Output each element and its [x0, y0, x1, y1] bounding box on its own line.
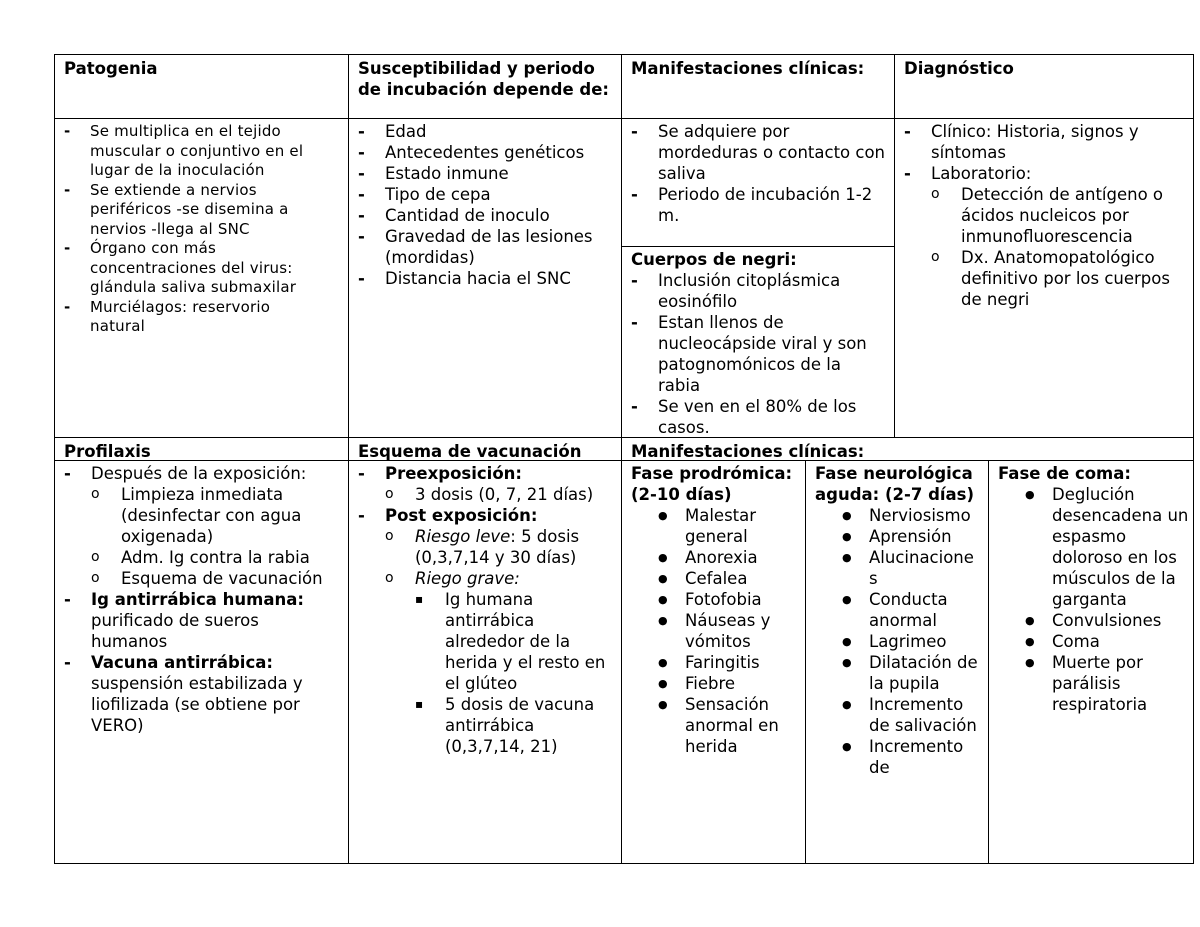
- list-item: - Estado inmune: [358, 163, 612, 184]
- list-item: o Esquema de vacunación: [91, 568, 334, 589]
- fase-coma-cell: [989, 461, 1193, 715]
- header-manifestaciones: Manifestaciones clínicas:: [631, 59, 865, 78]
- patogenia-cell: [55, 120, 348, 337]
- list-item: - Tipo de cepa: [358, 184, 612, 205]
- profilaxis-cell: [55, 461, 348, 736]
- list-item: ● Incremento de salivación: [842, 694, 980, 736]
- list-item: - Se adquiere por mordeduras o contacto con saliva: [631, 121, 885, 184]
- negri-cell: [622, 247, 894, 438]
- susceptibilidad-list: [358, 121, 612, 289]
- list-item: ● Náuseas y vómitos: [658, 610, 799, 652]
- list-item: ● Convulsiones: [1025, 610, 1189, 631]
- patogenia-list: [64, 122, 330, 337]
- profilaxis-list: [64, 463, 334, 736]
- table-border-right: [1193, 54, 1194, 864]
- list-item: - Clínico: Historia, signos y síntomas: [904, 121, 1189, 163]
- fase-neurologica-list: [815, 505, 980, 778]
- header-esquema: Esquema de vacunación: [358, 442, 582, 461]
- list-item: ● Fotofobia: [658, 589, 799, 610]
- list-item: ● Incremento de: [842, 736, 980, 778]
- laboratorio-sublist: [931, 184, 1189, 310]
- esquema-cell: [349, 461, 621, 757]
- header-profilaxis: Profilaxis: [64, 442, 151, 461]
- laboratorio-label: Laboratorio:: [931, 164, 1032, 183]
- leve-label: Riesgo leve: [415, 527, 511, 546]
- fase-neurologica-title: Fase neurológica aguda: (2-7 días): [815, 464, 975, 504]
- list-item: - Edad: [358, 121, 612, 142]
- list-item: ● Aprensión: [842, 526, 980, 547]
- post-sublist: [385, 526, 612, 757]
- list-item: o Adm. Ig contra la rabia: [91, 547, 334, 568]
- header-patogenia: Patogenia: [64, 59, 158, 78]
- list-item: - Estan llenos de nucleocápside viral y son patognomónicos de la rabia: [631, 312, 885, 396]
- list-item: o Dx. Anatomopatológico definitivo por los cuerpos de negri: [931, 247, 1189, 310]
- pre-sublist: [385, 484, 612, 505]
- header-diagnostico: Diagnóstico: [904, 59, 1014, 78]
- list-item: - Murciélagos: reservorio natural: [64, 298, 330, 337]
- list-item: ● Faringitis: [658, 652, 799, 673]
- vacuna-text: suspensión estabilizada y liofilizada (se obtiene por VERO): [91, 674, 303, 735]
- grave-sublist: [415, 589, 612, 757]
- list-item: o Detección de antígeno o ácidos nucleicos por inmunofluorescencia: [931, 184, 1189, 247]
- negri-list: [631, 270, 885, 438]
- list-item: [64, 463, 334, 589]
- list-item: - Gravedad de las lesiones (mordidas): [358, 226, 612, 268]
- list-item: - Órgano con más concentraciones del virus: glándula saliva submaxilar: [64, 239, 330, 298]
- list-item: ● Malestar general: [658, 505, 799, 547]
- post-title: Post exposición:: [385, 506, 538, 525]
- diagnostico-cell: [895, 119, 1193, 310]
- leve-text: : 5 dosis (0,3,7,14 y 30 días): [415, 527, 580, 567]
- esquema-list: [358, 463, 612, 757]
- list-item: - Periodo de incubación 1-2 m.: [631, 184, 885, 226]
- list-item: ● Sensación anormal en herida: [658, 694, 799, 757]
- pre-title: Preexposición:: [385, 464, 522, 483]
- fase-prodromica-title: Fase prodrómica: (2-10 días): [631, 464, 793, 504]
- list-item: o 3 dosis (0, 7, 21 días): [385, 484, 612, 505]
- list-item: ● Nerviosismo: [842, 505, 980, 526]
- despues-label: Después de la exposición:: [91, 464, 307, 483]
- list-item: - Cantidad de inoculo: [358, 205, 612, 226]
- ig-title: Ig antirrábica humana:: [91, 590, 304, 609]
- grave-label: Riego grave:: [415, 569, 520, 588]
- list-item: [64, 652, 334, 736]
- list-item: - Antecedentes genéticos: [358, 142, 612, 163]
- list-item: ● Deglución desencadena un espasmo doloroso en los músculos de la garganta: [1025, 484, 1189, 610]
- negri-title: Cuerpos de negri:: [631, 250, 797, 269]
- fase-coma-list: [998, 484, 1189, 715]
- list-item: [358, 463, 612, 505]
- list-item: ● Alucinaciones: [842, 547, 980, 589]
- list-item: [385, 526, 612, 568]
- manifestaciones-list: [631, 121, 885, 226]
- list-item: - Distancia hacia el SNC: [358, 268, 612, 289]
- susceptibilidad-cell: [349, 119, 621, 289]
- ig-text: purificado de sueros humanos: [91, 611, 259, 651]
- list-item: ▪ Ig humana antirrábica alrededor de la herida y el resto en el glúteo: [415, 589, 612, 694]
- list-item: o Limpieza inmediata (desinfectar con agua oxigenada): [91, 484, 334, 547]
- list-item: [904, 163, 1189, 310]
- fase-prodromica-cell: [622, 461, 805, 757]
- fase-coma-title: Fase de coma:: [998, 464, 1131, 483]
- header-susceptibilidad: Susceptibilidad y periodo de incubación depende de:: [358, 59, 609, 99]
- list-item: - Inclusión citoplásmica eosinófilo: [631, 270, 885, 312]
- list-item: - Se extiende a nervios periféricos -se disemina a nervios -llega al SNC: [64, 181, 330, 240]
- list-item: ● Lagrimeo: [842, 631, 980, 652]
- fase-prodromica-list: [631, 505, 799, 757]
- vacuna-title: Vacuna antirrábica:: [91, 653, 273, 672]
- list-item: [358, 505, 612, 757]
- list-item: ● Fiebre: [658, 673, 799, 694]
- despues-sublist: [91, 484, 334, 589]
- list-item: - Se ven en el 80% de los casos.: [631, 396, 885, 438]
- list-item: ● Anorexia: [658, 547, 799, 568]
- list-item: ● Muerte por parálisis respiratoria: [1025, 652, 1189, 715]
- manifestaciones-cell: [622, 119, 894, 226]
- fase-neurologica-cell: [806, 461, 988, 863]
- diagnostico-list: [904, 121, 1189, 310]
- table-border-bottom: [54, 863, 1194, 864]
- list-item: [385, 568, 612, 757]
- list-item: [64, 589, 334, 652]
- list-item: ● Conducta anormal: [842, 589, 980, 631]
- header-manifestaciones-2: Manifestaciones clínicas:: [631, 442, 865, 461]
- list-item: ● Cefalea: [658, 568, 799, 589]
- list-item: ● Dilatación de la pupila: [842, 652, 980, 694]
- list-item: ● Coma: [1025, 631, 1189, 652]
- list-item: ▪ 5 dosis de vacuna antirrábica (0,3,7,14, 21): [415, 694, 612, 757]
- table-border-top: [54, 54, 1194, 55]
- list-item: - Se multiplica en el tejido muscular o conjuntivo en el lugar de la inoculación: [64, 122, 330, 181]
